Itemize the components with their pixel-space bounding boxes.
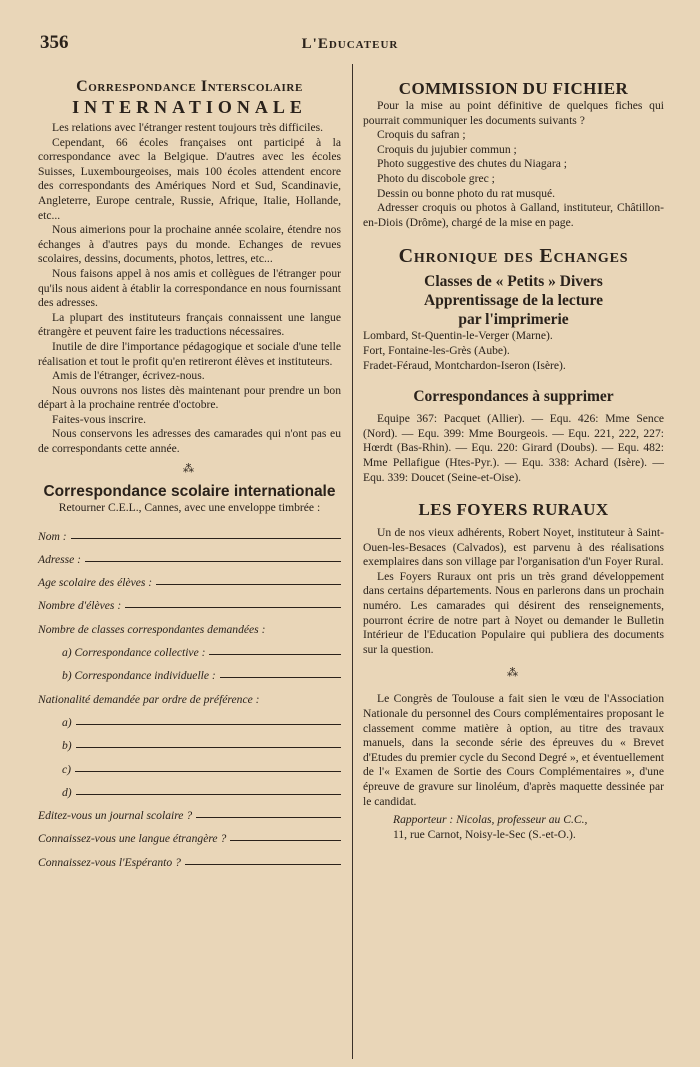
form-field-langue[interactable] <box>38 822 341 845</box>
separator-asterism: ⁂ <box>507 667 520 680</box>
petits-entry: Lombard, St-Quentin-le-Verger (Marne). <box>363 329 553 343</box>
form-field-esperanto[interactable] <box>38 845 341 868</box>
fichier-item: Dessin ou bonne photo du rat musqué. <box>377 186 556 200</box>
fill-line <box>75 771 341 772</box>
foyers-paragraph: Un de nos vieux adhérents, Robert Noyet, instituteur à Saint-Ouen-les-Besaces (Calvados), est parvenu à des réalisations exemplaires dans son village par l'organisation d'un Foyer Rural. <box>363 526 664 569</box>
fill-line <box>76 724 341 725</box>
fichier-item: Croquis du jujubier commun ; <box>377 142 517 156</box>
form-label: a) <box>62 715 72 729</box>
form-field-choice-b[interactable] <box>38 729 341 752</box>
paragraph: Nous faisons appel à nos amis et collègues de l'étranger pour qu'ils nous aident à établir la correspondance en nous fournissant des adresses. <box>38 266 341 310</box>
form-label: Connaissez-vous une langue étrangère ? <box>38 832 227 846</box>
subsection-petits-line2: Apprentissage de la lecture <box>424 292 603 310</box>
fill-line <box>85 561 341 562</box>
fichier-item: Photo du discobole grec ; <box>377 171 495 185</box>
paragraph: Les relations avec l'étranger restent toujours très difficiles. <box>52 121 324 134</box>
form-field-classes <box>38 612 341 635</box>
page-number: 356 <box>40 32 69 53</box>
column-rule <box>352 64 353 1059</box>
fill-line <box>209 654 341 655</box>
form-label: Nombre d'élèves : <box>38 599 122 613</box>
petits-entry: Fradet-Féraud, Montchardon-Iseron (Isère). <box>363 358 566 372</box>
fill-line <box>125 607 341 608</box>
subsection-supprimer: Correspondances à supprimer <box>413 388 614 406</box>
form-field-choice-c[interactable] <box>38 752 341 775</box>
foyers-paragraph: Les Foyers Ruraux ont pris un très grand développement dans certains départements. Nous en parlerons dans un prochain numéro. Les camarades qui désirent des renseignements, pourront écrire de notre part à Noyet ou demander le Bulletin Intérieur de l'Education Populaire qui publiera des documents sur la question. <box>363 569 664 656</box>
paragraph: La plupart des instituteurs français connaissent une langue étrangère et peuvent faire les traductions nécessaires. <box>38 310 341 339</box>
form-label: Editez-vous un journal scolaire ? <box>38 809 193 823</box>
paragraph: Faites-vous inscrire. <box>52 412 147 426</box>
form-label: b) Correspondance individuelle : <box>62 669 216 683</box>
form-field-choice-d[interactable] <box>38 776 341 799</box>
form-label: Connaissez-vous l'Espéranto ? <box>38 855 181 869</box>
form-field-adresse[interactable] <box>38 543 341 566</box>
fill-line <box>220 677 341 678</box>
fill-line <box>230 840 341 841</box>
subsection-petits-line1: Classes de « Petits » Divers <box>424 273 603 291</box>
form-field-individuelle[interactable] <box>38 659 341 682</box>
paragraph: Nous ouvrons nos listes dès maintenant pour prendre un bon départ à la prochaine rentrée d'octobre. <box>38 383 341 412</box>
rapporteur-text: Rapporteur : Nicolas, professeur au C.C., <box>393 813 588 827</box>
fill-line <box>76 794 341 795</box>
running-title <box>0 36 700 53</box>
form-field-nationalite <box>38 682 341 705</box>
section-title-chronique: Chronique des Echanges <box>398 245 629 268</box>
running-title-text: L'Educateur <box>301 36 399 52</box>
form-label: Age scolaire des élèves : <box>38 576 153 590</box>
form-label: d) <box>62 785 72 799</box>
form-title: Correspondance scolaire internationale <box>43 482 336 500</box>
form-label: Nationalité demandée par ordre de préférence : <box>38 692 260 706</box>
paragraph: Cependant, 66 écoles françaises ont participé à la correspondance avec la Belgique. D'autres avec les écoles Suisses, Luxembourgeoises, mais 100 écoles attendent encore des correspondants des Amériques Nord et Sud, Scandinavie, Angleterre, Europe centrale, Russie, Afrique, Italie, Hollande, etc... <box>38 135 341 222</box>
fill-line <box>71 538 341 539</box>
form-field-nombre[interactable] <box>38 589 341 612</box>
form-label: Nom : <box>38 529 67 543</box>
petits-entry: Fort, Fontaine-les-Grès (Aube). <box>363 343 510 357</box>
fichier-closing: Adresser croquis ou photos à Galland, instituteur, Châtillon-en-Diois (Drôme), chargé de la mise en page. <box>363 201 664 229</box>
form-field-journal[interactable] <box>38 799 341 822</box>
fill-line <box>196 817 341 818</box>
fichier-item: Croquis du safran ; <box>377 128 466 142</box>
form-field-collective[interactable] <box>38 636 341 659</box>
form-field-nom[interactable] <box>38 519 341 542</box>
form-intro: Retourner C.E.L., Cannes, avec une enveloppe timbrée : <box>58 500 321 514</box>
left-column <box>38 78 341 869</box>
fichier-item: Photo suggestive des chutes du Niagara ; <box>377 157 567 171</box>
form-field-choice-a[interactable] <box>38 706 341 729</box>
form-label: Adresse : <box>38 552 82 566</box>
paragraph: Amis de l'étranger, écrivez-nous. <box>52 369 205 383</box>
fill-line <box>76 747 341 748</box>
section-title-internationale: INTERNATIONALE <box>72 97 307 117</box>
subsection-petits-line3: par l'imprimerie <box>458 311 569 329</box>
paragraph: Nous conservons les adresses des camarades qui n'ont pas eu de correspondants cette année. <box>38 427 341 456</box>
rapporteur-line <box>363 813 664 828</box>
rapporteur-address: 11, rue Carnot, Noisy-le-Sec (S.-et-O.). <box>393 827 576 841</box>
fichier-intro: Pour la mise au point définitive de quelques fiches qui pourrait communiquer les documents suivants ? <box>363 99 664 127</box>
supprimer-text: Equipe 367: Pacquet (Allier). — Equ. 426: Mme Sence (Nord). — Equ. 399: Mme Bourgeois. — Equ. 221, 222, 227: Hœrdt (Bas-Rhin). — Equ. 220: Girard (Doubs). — Equ. 482: Mme Pellafigue (Htes-Pyr.). — Equ. 338: Achard (Isère). — Equ. 339: Doucet (Seine-et-Oise). <box>363 412 664 484</box>
paragraph: Inutile de dire l'importance pédagogique et sociale d'une telle réalisation et tout le profit qu'en retireront élèves et instituteurs. <box>38 339 341 368</box>
right-column <box>363 78 664 842</box>
section-title-foyers: LES FOYERS RURAUX <box>418 500 609 520</box>
separator-asterism: ⁂ <box>183 462 196 475</box>
form-label: c) <box>62 762 72 776</box>
form-label: Nombre de classes correspondantes demandées : <box>38 622 266 636</box>
form-field-age[interactable] <box>38 566 341 589</box>
congres-paragraph: Le Congrès de Toulouse a fait sien le vœu de l'Association Nationale du personnel des Cours complémentaires proposant le classement comme matière à option, au titre des travaux manuels, dans la seconde série des épreuves du « Brevet d'Etudes du premier cycle du Second Degré », et éventuellement de l'« Examen de Sortie des Cours Complémentaires », d'une épreuve de gravure sur linoléum, d'après maquette dessinée par le candidat. <box>363 692 664 808</box>
section-title-correspondance: Correspondance Interscolaire <box>76 78 303 95</box>
fill-line <box>185 864 341 865</box>
paragraph: Nous aimerions pour la prochaine année scolaire, étendre nos échanges à d'autres pays du monde. Echanges de revues scolaires, dessins, documents, photos, lettres, etc... <box>38 223 341 266</box>
fill-line <box>156 584 341 585</box>
section-title-fichier: COMMISSION DU FICHIER <box>398 79 629 98</box>
form-label: a) Correspondance collective : <box>62 646 206 660</box>
form-label: b) <box>62 739 72 753</box>
